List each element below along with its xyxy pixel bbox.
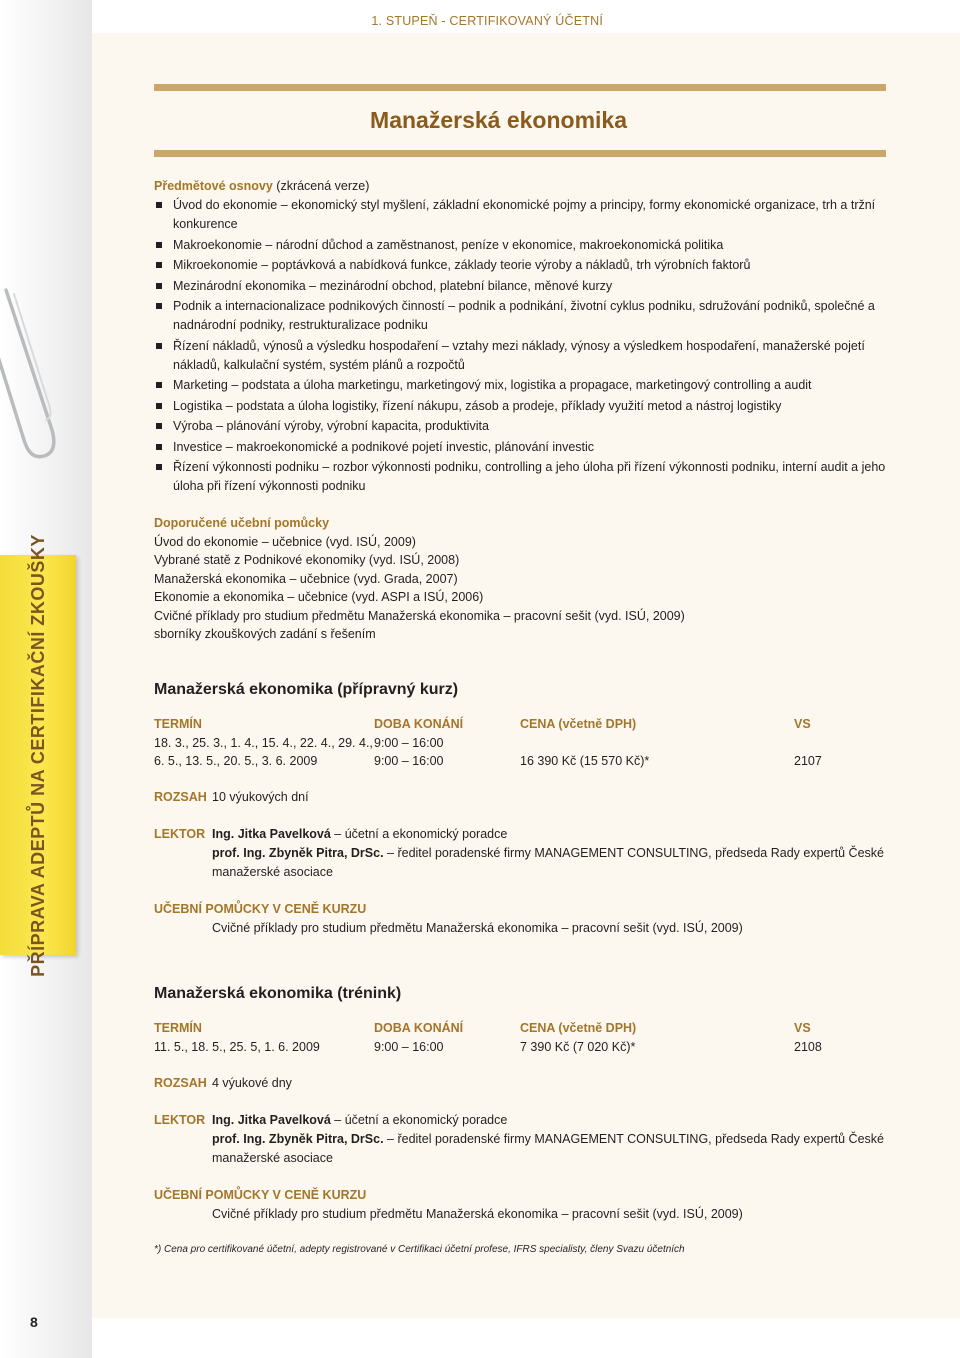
syllabus-heading-note: (zkrácená verze)	[276, 179, 370, 193]
list-item: Manažerská ekonomika – učebnice (vyd. Grada, 2007)	[154, 571, 458, 586]
table-cell-term: 6. 5., 13. 5., 20. 5., 3. 6. 2009	[154, 753, 318, 768]
lecturer-name: Ing. Jitka Pavelková	[212, 826, 331, 841]
title-rule-top	[154, 84, 886, 91]
course-title: Manažerská ekonomika (přípravný kurz)	[154, 680, 459, 698]
lecturer-name: Ing. Jitka Pavelková	[212, 1112, 331, 1127]
list-item: Logistika – podstata a úloha logistiky, řízení nákupu, zásob a prodeje, příklady využití metod a nástroj logistiky	[154, 397, 894, 416]
lecturer-name: prof. Ing. Zbyněk Pitra, DrSc.	[212, 1131, 384, 1146]
lecturer-entry	[212, 1111, 894, 1130]
syllabus-list	[154, 196, 894, 496]
scope-value: 4 výukové dny	[212, 1075, 292, 1090]
list-item: Úvod do ekonomie – ekonomický styl myšlení, základní ekonomické pojmy a principy, formy ekonomické organizace, trh a tržní konkurence	[154, 196, 894, 234]
list-item: Ekonomie a ekonomika – učebnice (vyd. ASPI a ISÚ, 2006)	[154, 590, 484, 604]
scope-value: 10 výukových dní	[212, 789, 309, 804]
lecturer-entry	[212, 844, 894, 882]
course-aids-value: Cvičné příklady pro studium předmětu Manažerská ekonomika – pracovní sešit (vyd. ISÚ, 2009)	[212, 1206, 743, 1221]
column-header-duration: DOBA KONÁNÍ	[374, 716, 464, 731]
course-aids-label: UČEBNÍ POMŮCKY V CENĚ KURZU	[154, 901, 367, 916]
column-header-vs: VS	[794, 1020, 811, 1035]
lecturer-entry	[212, 825, 894, 844]
column-header-term: TERMÍN	[154, 716, 202, 731]
list-item: Řízení výkonnosti podniku – rozbor výkonnosti podniku, controlling a jeho úloha při řízení výkonnosti podniku, interní audit a jeho úloha při řízení výkonnosti podniku	[154, 458, 894, 496]
main-content	[154, 177, 894, 1224]
list-item: Výroba – plánování výroby, výrobní kapacita, produktivita	[154, 417, 894, 436]
scope-label: ROZSAH	[154, 1075, 207, 1090]
lecturer-role: – ředitel poradenské firmy MANAGEMENT CONSULTING, předseda Rady expertů České manažerské asociace	[212, 845, 884, 879]
list-item: Vybrané statě z Podnikové ekonomiky (vyd. ISÚ, 2008)	[154, 553, 460, 567]
course-aids	[154, 1186, 894, 1224]
list-item: Úvod do ekonomie – učebnice (vyd. ISÚ, 2009)	[154, 534, 416, 549]
list-item: Marketing – podstata a úloha marketingu, marketingový mix, logistika a propagace, marketingový controlling a audit	[154, 376, 894, 395]
lecturer-entry	[212, 1130, 894, 1168]
column-header-price: CENA (včetně DPH)	[520, 1020, 637, 1035]
schedule-table	[154, 715, 894, 771]
table-cell-duration: 9:00 – 16:00	[374, 1039, 444, 1054]
title-rule-bottom	[154, 150, 886, 157]
running-head: 1. STUPEŇ - CERTIFIKOVANÝ ÚČETNÍ	[371, 14, 603, 28]
course-title: Manažerská ekonomika (trénink)	[154, 984, 402, 1002]
paperclip-icon	[0, 280, 70, 480]
column-header-vs: VS	[794, 716, 811, 731]
list-item: sborníky zkouškových zadání s řešením	[154, 627, 376, 641]
table-cell-term: 18. 3., 25. 3., 1. 4., 15. 4., 22. 4., 29. 4.,	[154, 735, 373, 750]
lecturer-row	[154, 825, 894, 882]
list-item: Řízení nákladů, výnosů a výsledku hospodaření – vztahy mezi náklady, výnosy a výsledkem hospodaření, manažerské pojetí nákladů, kalkulační systém, systém plánů a rozpočtů	[154, 337, 894, 375]
course-aids	[154, 900, 894, 938]
column-header-duration: DOBA KONÁNÍ	[374, 1020, 464, 1035]
side-label: PŘÍPRAVA ADEPTŮ NA CERTIFIKAČNÍ ZKOUŠKY	[27, 533, 48, 977]
page-number: 8	[30, 1314, 38, 1330]
list-item: Podnik a internacionalizace podnikových činností – podnik a podnikání, životní cyklus podniku, sdružování podniků, společné a nadnárodní podniky, restrukturalizace podniku	[154, 297, 894, 335]
list-item: Cvičné příklady pro studium předmětu Manažerská ekonomika – pracovní sešit (vyd. ISÚ, 2009)	[154, 608, 685, 623]
course-aids-label: UČEBNÍ POMŮCKY V CENĚ KURZU	[154, 1187, 367, 1202]
syllabus-heading-label: Předmětové osnovy	[154, 179, 273, 193]
table-cell-price: 16 390 Kč (15 570 Kč)*	[520, 753, 650, 768]
lecturer-role: – účetní a ekonomický poradce	[330, 1112, 508, 1127]
column-header-price: CENA (včetně DPH)	[520, 716, 637, 731]
lecturer-row	[154, 1111, 894, 1168]
list-item: Mikroekonomie – poptávková a nabídková funkce, základy teorie výroby a nákladů, trh výrobních faktorů	[154, 256, 894, 275]
footnote: *) Cena pro certifikované účetní, adepty registrované v Certifikaci účetní profese, IFRS specialisty, členy Svazu účetních	[154, 1244, 685, 1255]
lecturer-label: LEKTOR	[154, 1112, 206, 1127]
lecturer-role: – ředitel poradenské firmy MANAGEMENT CONSULTING, předseda Rady expertů České manažerské asociace	[212, 1131, 884, 1165]
page-title: Manažerská ekonomika	[370, 107, 627, 133]
table-cell-term: 11. 5., 18. 5., 25. 5, 1. 6. 2009	[154, 1039, 320, 1054]
recommended-aids	[154, 514, 894, 644]
list-item: Mezinárodní ekonomika – mezinárodní obchod, platební bilance, měnové kurzy	[154, 277, 894, 296]
table-cell-vs: 2108	[794, 1039, 822, 1054]
table-cell-duration: 9:00 – 16:00	[374, 753, 444, 768]
scope-row	[154, 788, 894, 807]
list-item: Makroekonomie – národní důchod a zaměstnanost, peníze v ekonomice, makroekonomická politika	[154, 236, 894, 255]
lecturer-name: prof. Ing. Zbyněk Pitra, DrSc.	[212, 845, 384, 860]
table-cell-vs: 2107	[794, 753, 822, 768]
recommended-aids-heading: Doporučené učební pomůcky	[154, 516, 330, 530]
schedule-table	[154, 1019, 894, 1057]
list-item: Investice – makroekonomické a podnikové pojetí investic, plánování investic	[154, 438, 894, 457]
scope-label: ROZSAH	[154, 789, 207, 804]
lecturer-role: – účetní a ekonomický poradce	[330, 826, 508, 841]
lecturer-label: LEKTOR	[154, 826, 206, 841]
course-aids-value: Cvičné příklady pro studium předmětu Manažerská ekonomika – pracovní sešit (vyd. ISÚ, 2009)	[212, 920, 743, 935]
column-header-term: TERMÍN	[154, 1020, 202, 1035]
syllabus-heading	[154, 177, 894, 196]
table-cell-duration: 9:00 – 16:00	[374, 735, 444, 750]
scope-row	[154, 1074, 894, 1093]
table-cell-price: 7 390 Kč (7 020 Kč)*	[520, 1039, 636, 1054]
